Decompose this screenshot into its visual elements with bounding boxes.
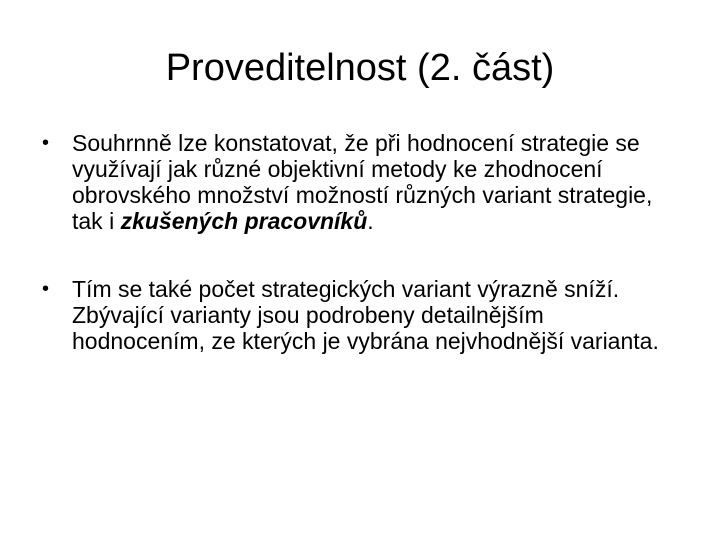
bullet-dot-icon: • (42, 132, 50, 154)
bullet-item-1 (40, 130, 680, 234)
bullet-1-period: . (367, 208, 374, 234)
slide-title: Proveditelnost (2. část) (165, 47, 555, 89)
bullet-2-text: Tím se také počet strategických variant výrazně sníží. Zbývající varianty jsou podrobeny detailnějším hodnocením, ze kterých je vybrána nejvhodnější varianta. (72, 276, 659, 354)
bullet-list (40, 130, 680, 354)
bullet-1-text: Souhrnně lze konstatovat, že při hodnocení strategie se využívají jak různé objektivní metody ke zhodnocení obrovského množství možností různých variant strategie, tak i (72, 130, 653, 234)
bullet-item-2 (40, 276, 680, 354)
bullet-1-emphasis: zkušených pracovníků (120, 208, 368, 234)
bullet-dot-icon: • (42, 278, 50, 300)
